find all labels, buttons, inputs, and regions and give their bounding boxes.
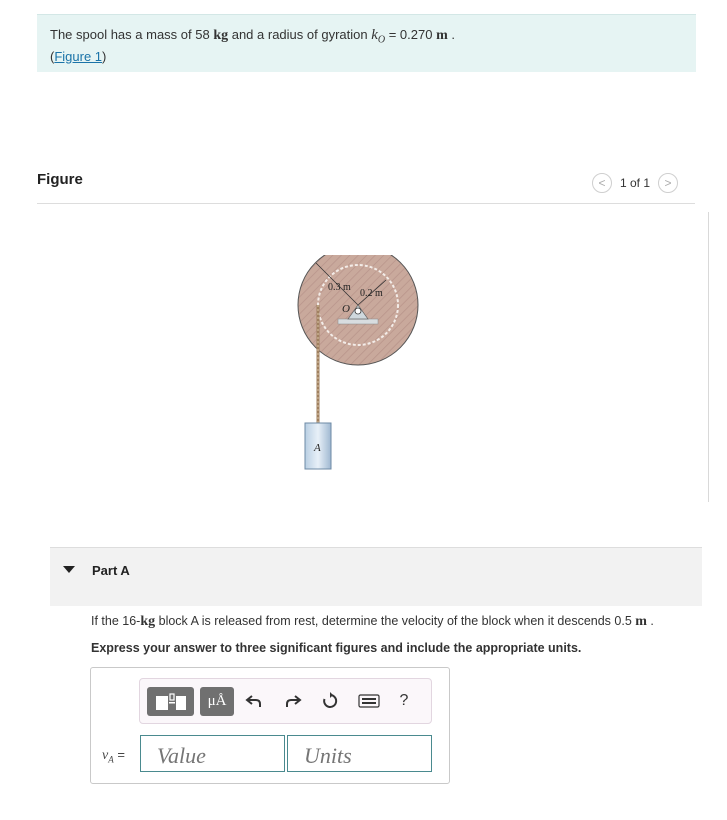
fraction-template-icon: [154, 692, 188, 712]
figure-reference: (Figure 1): [50, 48, 107, 64]
problem-text: The spool has a mass of 58 kg and a radius of gyration $k_O = 0.270$ m .: [50, 27, 455, 46]
chevron-right-icon: >: [664, 176, 672, 190]
caret-down-icon[interactable]: [63, 566, 75, 573]
scrollbar-edge: [708, 212, 709, 502]
figure-pager: [592, 172, 678, 194]
units-button[interactable]: μÅ: [200, 687, 234, 716]
instruction-text: Express your answer to three significant figures and include the appropriate units.: [91, 641, 582, 655]
undo-icon[interactable]: [241, 688, 267, 714]
inner-radius-label: 0.2 m: [360, 288, 383, 299]
value-input[interactable]: [140, 735, 285, 772]
templates-button[interactable]: [147, 687, 194, 716]
chevron-left-icon: <: [598, 176, 606, 190]
next-figure-button[interactable]: [658, 173, 678, 193]
units-input[interactable]: [287, 735, 432, 772]
pin-icon: [355, 308, 361, 314]
part-a-header[interactable]: [50, 547, 702, 606]
reset-icon[interactable]: [317, 688, 343, 714]
figure-page-count: 1 of 1: [620, 176, 651, 190]
redo-icon[interactable]: [280, 688, 306, 714]
center-label: O: [342, 303, 350, 315]
problem-statement: [37, 14, 696, 72]
previous-figure-button[interactable]: [592, 173, 612, 193]
keyboard-icon[interactable]: [354, 688, 384, 714]
support-base: [338, 319, 378, 324]
figure-link[interactable]: Figure 1: [54, 48, 103, 64]
part-a-label: Part A: [92, 563, 130, 578]
help-icon[interactable]: ?: [399, 692, 409, 709]
math-toolbar: [139, 678, 432, 724]
block-label: A: [314, 442, 321, 454]
outer-radius-label: 0.3 m: [328, 282, 351, 293]
spool-figure: [290, 255, 430, 477]
figure-divider: [37, 203, 695, 204]
figure-heading: Figure: [37, 171, 83, 188]
question-text: If the 16-kg block A is released from rest, determine the velocity of the block when it descends 0.5 m .: [91, 614, 654, 629]
answer-variable-label: $v_A$ =: [102, 747, 125, 765]
